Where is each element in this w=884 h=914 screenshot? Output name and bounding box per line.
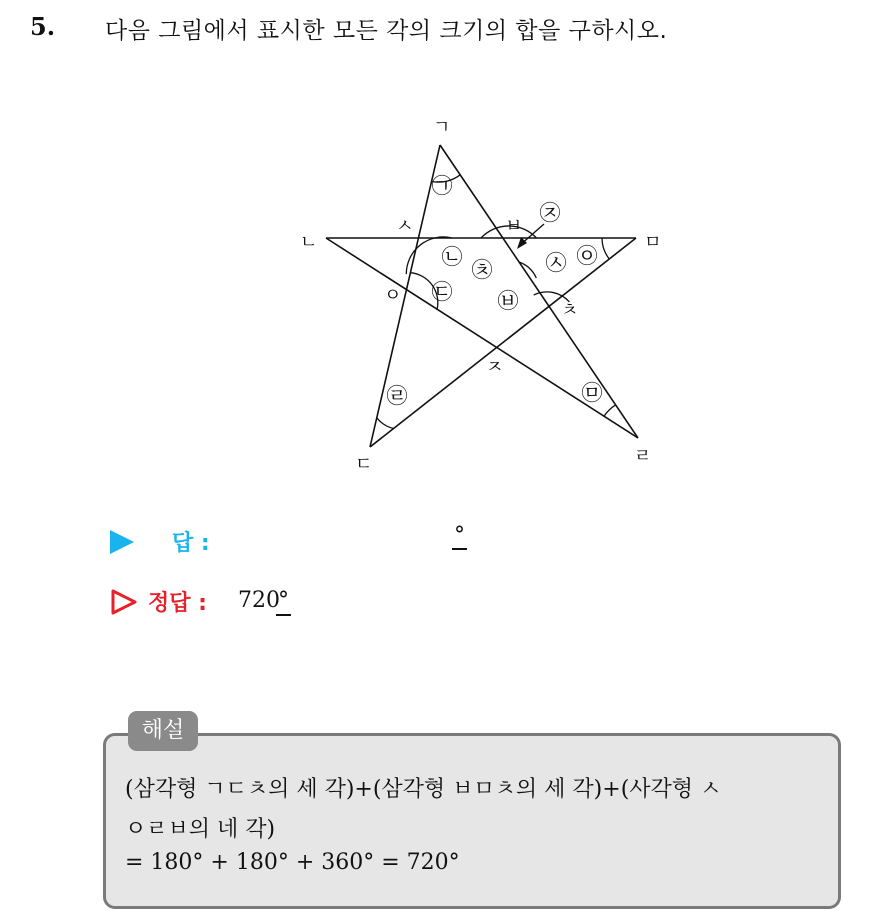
segment-top-bottomright: [440, 145, 638, 438]
solution-line-1: (삼각형 ㄱㄷㅊ의 세 각)+(삼각형 ㅂㅁㅊ의 세 각)+(사각형 ㅅ: [125, 777, 722, 802]
arc-right: [602, 238, 609, 259]
angle-label-6: ㉥: [497, 289, 519, 313]
vertex-top: ㄱ: [433, 117, 451, 138]
vertex-upper-inner-right: ㅂ: [505, 216, 523, 237]
correct-unit: °: [276, 588, 291, 616]
outline-triangle-icon: [110, 588, 138, 616]
vertex-right: ㅁ: [644, 232, 662, 253]
vertex-right-inner: ㅊ: [561, 300, 579, 321]
angle-label-2: ㉡: [441, 245, 463, 269]
angle-label-4: ㉣: [386, 384, 408, 408]
angle-label-9: ㉨: [539, 201, 561, 225]
arc-bl: [377, 418, 394, 429]
solution-line-3: = 180° + 180° + 360° = 720°: [125, 850, 460, 875]
question-text: 다음 그림에서 표시한 모든 각의 크기의 합을 구하시오.: [105, 18, 668, 44]
angle-label-8: ㉧: [576, 244, 598, 268]
angle-label-5: ㉤: [581, 381, 603, 405]
angle-label-10: ㉩: [471, 258, 493, 282]
play-triangle-icon: [110, 530, 134, 554]
solution-line-2: ㅇㄹㅂ의 네 각): [125, 817, 276, 842]
angle-label-1: ㉠: [431, 174, 453, 198]
segment-right-bottomleft: [370, 238, 636, 447]
vertex-left-inner: ㅇ: [384, 285, 402, 306]
vertex-labels: [300, 117, 661, 475]
vertex-left: ㄴ: [300, 232, 318, 253]
correct-value: 720: [238, 588, 280, 613]
arc-br: [604, 405, 616, 416]
vertex-upper-inner-left: ㅅ: [396, 216, 414, 237]
vertex-bottom-right: ㄹ: [634, 446, 652, 467]
vertex-bottom-left: ㄷ: [355, 454, 373, 475]
solution-tag: 해설: [128, 711, 198, 751]
answer-unit: °: [454, 523, 465, 548]
angle-label-7: ㉦: [545, 251, 567, 275]
angle-label-3: ㉢: [431, 280, 453, 304]
question-number: 5.: [30, 12, 56, 41]
answer-label: 답 :: [172, 531, 210, 556]
vertex-lower-inner: ㅈ: [486, 357, 504, 378]
angle-arcs: [377, 175, 616, 429]
correct-label: 정답 :: [148, 591, 207, 616]
